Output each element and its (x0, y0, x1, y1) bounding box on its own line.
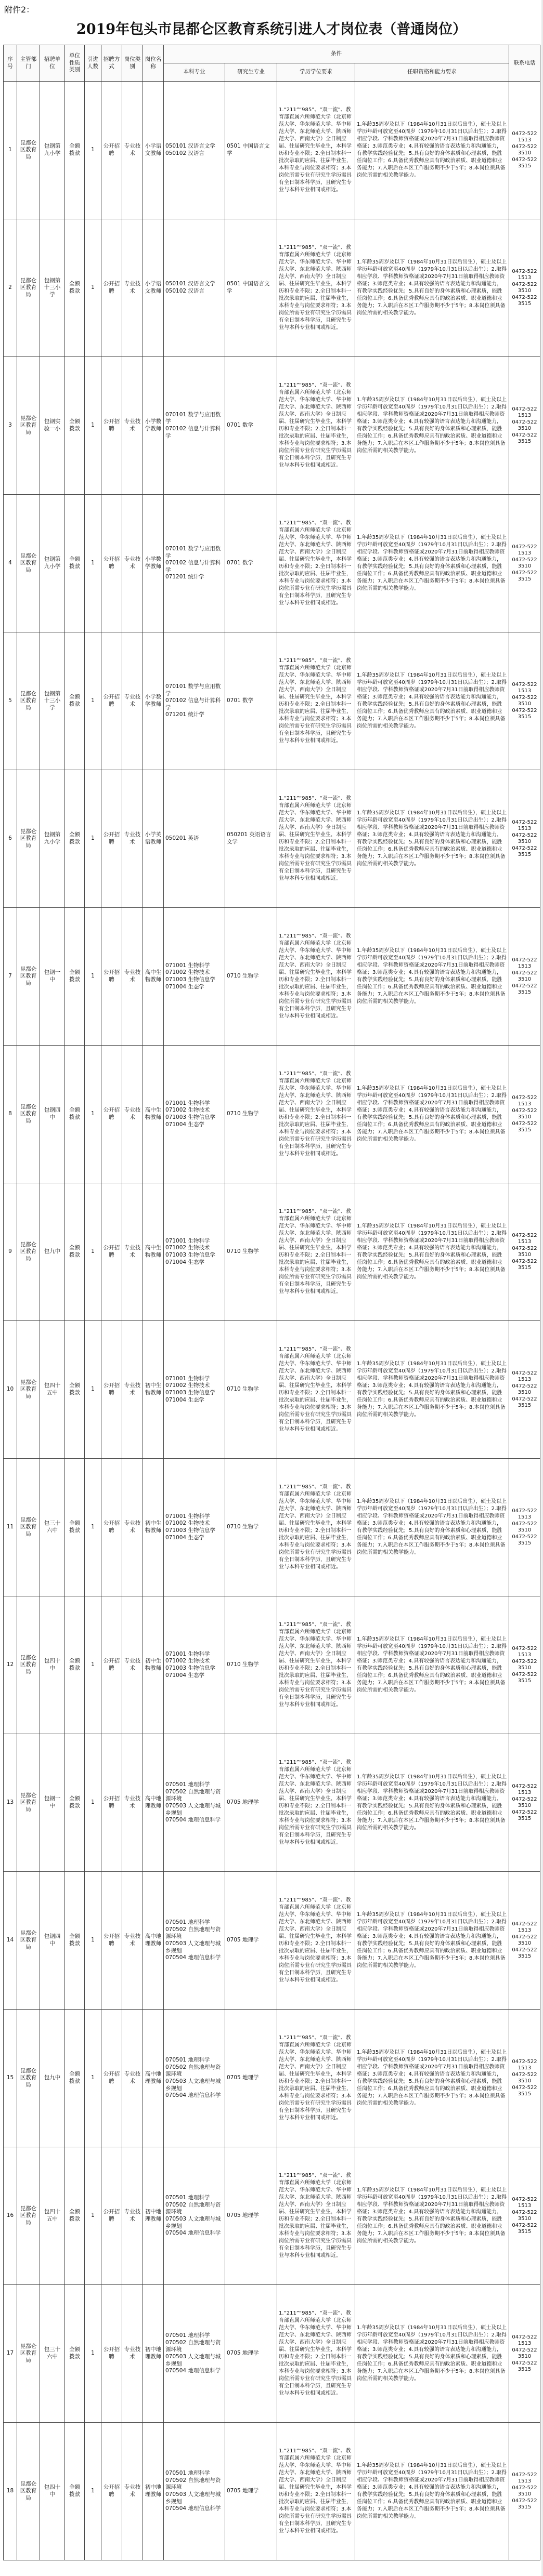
contact-cell: 0472-5221513 0472-5223510 0472-5223515 (509, 1459, 540, 1596)
count-cell: 1 (85, 2285, 101, 2423)
education-cell: 1.“211”“985”、“双一流”、教育部直属六所师范大学（北京师范大学、华东师范大学、华中师范大学、东北师范大学、陕西师范大学、西南大学）全日制应届、往届研究生毕业生，本科学历和专业不限；2.全日制本科一批次录取的应届、往届毕业生，本科专业与岗位要求相符；3.本岗位所需专业有研究生学历需具有全日制本科学历，且研究生专业与本科专业相同或相近。 (277, 1183, 355, 1321)
header-method: 招聘方式 (101, 45, 122, 82)
unit-cell: 包钢第十三小学 (40, 219, 65, 357)
count-cell: 1 (85, 2147, 101, 2285)
dept-cell: 昆都仑区教育局 (17, 1321, 40, 1459)
post-name-cell: 小学英语教师 (143, 770, 164, 908)
seq-cell: 4 (4, 495, 17, 632)
nature-cell: 全额拨款 (65, 495, 85, 632)
seq-cell: 6 (4, 770, 17, 908)
other-cell: 1.年龄35周岁及以下（1984年10月31日以后出生），硕士及以上学历年龄可放宽至40周岁（1979年10月31日以后出生）；2.取得相应学段、学科教师资格证或2020年7月31日前取得相应教师资格证；3.师范类专业；4.具有较强的语言表达能力和沟通能力，有教学实践经验优先；5.具有良好的身体素质和心理素质，能胜任岗位工作；6.具备优秀教师应具有的政治素质、职业道德和业务能力；7.入职后在本区工作服务期不少于5年；8.本岗位须具备岗位所需的相关教学能力。 (355, 2147, 509, 2285)
nature-cell: 全额拨款 (65, 2147, 85, 2285)
other-cell: 1.年龄35周岁及以下（1984年10月31日以后出生），硕士及以上学历年龄可放宽至40周岁（1979年10月31日以后出生）；2.取得相应学段、学科教师资格证或2020年7月31日前取得相应教师资格证；3.师范类专业；4.具有较强的语言表达能力和沟通能力，有教学实践经验优先；5.具有良好的身体素质和心理素质，能胜任岗位工作；6.具备优秀教师应具有的政治素质、职业道德和业务能力；7.入职后在本区工作服务期不少于5年；8.本岗位须具备岗位所需的相关教学能力。 (355, 632, 509, 770)
method-cell: 公开招聘 (101, 2147, 122, 2285)
post-name-cell: 小学数学教师 (143, 632, 164, 770)
post-name-cell: 高中生物教师 (143, 1183, 164, 1321)
contact-cell: 0472-5221513 0472-5223510 0472-5223515 (509, 770, 540, 908)
post-category-cell: 专业技术 (122, 219, 143, 357)
dept-cell: 昆都仑区教育局 (17, 82, 40, 219)
unit-cell: 包钢四中 (40, 1046, 65, 1183)
unit-cell: 包三十六中 (40, 1459, 65, 1596)
nature-cell: 全额拨款 (65, 1183, 85, 1321)
dept-cell: 昆都仑区教育局 (17, 1734, 40, 1872)
contact-cell: 0472-5221513 0472-5223510 0472-5223515 (509, 2010, 540, 2147)
dept-cell: 昆都仑区教育局 (17, 219, 40, 357)
post-category-cell: 专业技术 (122, 1046, 143, 1183)
contact-cell: 0472-5221513 0472-5223510 0472-5223515 (509, 1183, 540, 1321)
attachment-label: 附件2： (4, 5, 35, 15)
other-cell: 1.年龄35周岁及以下（1984年10月31日以后出生），硕士及以上学历年龄可放宽至40周岁（1979年10月31日以后出生）；2.取得相应学段、学科教师资格证或2020年7月31日前取得相应教师资格证；3.师范类专业；4.具有较强的语言表达能力和沟通能力，有教学实践经验优先；5.具有良好的身体素质和心理素质，能胜任岗位工作；6.具备优秀教师应具有的政治素质、职业道德和业务能力；7.入职后在本区工作服务期不少于5年；8.本岗位须具备岗位所需的相关教学能力。 (355, 1872, 509, 2010)
header-unit: 招聘单位 (40, 45, 65, 82)
nature-cell: 全额拨款 (65, 770, 85, 908)
method-cell: 公开招聘 (101, 632, 122, 770)
method-cell: 公开招聘 (101, 1872, 122, 2010)
grad-major-cell: 0705 地理学 (225, 2423, 277, 2560)
post-category-cell: 专业技术 (122, 2423, 143, 2560)
method-cell: 公开招聘 (101, 1183, 122, 1321)
table-row (4, 2423, 540, 2560)
nature-cell: 全额拨款 (65, 1459, 85, 1596)
seq-cell: 3 (4, 357, 17, 495)
table-row (4, 908, 540, 1046)
table-row (4, 1459, 540, 1596)
nature-cell: 全额拨款 (65, 1321, 85, 1459)
other-cell: 1.年龄35周岁及以下（1984年10月31日以后出生），硕士及以上学历年龄可放宽至40周岁（1979年10月31日以后出生）；2.取得相应学段、学科教师资格证或2020年7月31日前取得相应教师资格证；3.师范类专业；4.具有较强的语言表达能力和沟通能力，有教学实践经验优先；5.具有良好的身体素质和心理素质，能胜任岗位工作；6.具备优秀教师应具有的政治素质、职业道德和业务能力；7.入职后在本区工作服务期不少于5年；8.本岗位须具备岗位所需的相关教学能力。 (355, 770, 509, 908)
post-category-cell: 专业技术 (122, 2010, 143, 2147)
major-cell: 050101 汉语言文学 050102 汉语言 (164, 219, 225, 357)
header-contact: 联系电话 (509, 45, 540, 82)
dept-cell: 昆都仑区教育局 (17, 908, 40, 1046)
contact-cell: 0472-5221513 0472-5223510 0472-5223515 (509, 1046, 540, 1183)
contact-cell: 0472-5221513 0472-5223510 0472-5223515 (509, 1734, 540, 1872)
method-cell: 公开招聘 (101, 495, 122, 632)
post-category-cell: 专业技术 (122, 82, 143, 219)
post-category-cell: 专业技术 (122, 1872, 143, 2010)
post-category-cell: 专业技术 (122, 908, 143, 1046)
header-education: 学历学位要求 (277, 63, 355, 82)
grad-major-cell: 0710 生物学 (225, 1183, 277, 1321)
post-category-cell: 专业技术 (122, 1321, 143, 1459)
dept-cell: 昆都仑区教育局 (17, 1183, 40, 1321)
header-post-name: 岗位名称 (143, 45, 164, 82)
seq-cell: 12 (4, 1596, 17, 1734)
post-category-cell: 专业技术 (122, 2147, 143, 2285)
education-cell: 1.“211”“985”、“双一流”、教育部直属六所师范大学（北京师范大学、华东师范大学、华中师范大学、东北师范大学、陕西师范大学、西南大学）全日制应届、往届研究生毕业生，本科学历和专业不限；2.全日制本科一批次录取的应届、往届毕业生，本科专业与岗位要求相符；3.本岗位所需专业有研究生学历需具有全日制本科学历，且研究生专业与本科专业相同或相近。 (277, 219, 355, 357)
unit-cell: 包四十中 (40, 2423, 65, 2560)
dept-cell: 昆都仑区教育局 (17, 1046, 40, 1183)
count-cell: 1 (85, 1596, 101, 1734)
seq-cell: 8 (4, 1046, 17, 1183)
post-category-cell: 专业技术 (122, 357, 143, 495)
unit-cell: 包钢第九小学 (40, 495, 65, 632)
post-name-cell: 初中生物教师 (143, 1321, 164, 1459)
contact-cell: 0472-5221513 0472-5223510 0472-5223515 (509, 2285, 540, 2423)
other-cell: 1.年龄35周岁及以下（1984年10月31日以后出生），硕士及以上学历年龄可放宽至40周岁（1979年10月31日以后出生）；2.取得相应学段、学科教师资格证或2020年7月31日前取得相应教师资格证；3.师范类专业；4.具有较强的语言表达能力和沟通能力，有教学实践经验优先；5.具有良好的身体素质和心理素质，能胜任岗位工作；6.具备优秀教师应具有的政治素质、职业道德和业务能力；7.入职后在本区工作服务期不少于5年；8.本岗位须具备岗位所需的相关教学能力。 (355, 495, 509, 632)
contact-cell: 0472-5221513 0472-5223510 0472-5223515 (509, 82, 540, 219)
seq-cell: 1 (4, 82, 17, 219)
count-cell: 1 (85, 82, 101, 219)
dept-cell: 昆都仑区教育局 (17, 770, 40, 908)
grad-major-cell: 0705 地理学 (225, 2285, 277, 2423)
dept-cell: 昆都仑区教育局 (17, 2147, 40, 2285)
count-cell: 1 (85, 2010, 101, 2147)
seq-cell: 7 (4, 908, 17, 1046)
education-cell: 1.“211”“985”、“双一流”、教育部直属六所师范大学（北京师范大学、华东师范大学、华中师范大学、东北师范大学、陕西师范大学、西南大学）全日制应届、往届研究生毕业生，本科学历和专业不限；2.全日制本科一批次录取的应届、往届毕业生，本科专业与岗位要求相符；3.本岗位所需专业有研究生学历需具有全日制本科学历，且研究生专业与本科专业相同或相近。 (277, 82, 355, 219)
header-other: 任职资格和能力要求 (355, 63, 509, 82)
post-name-cell: 小学数学教师 (143, 495, 164, 632)
table-row (4, 495, 540, 632)
nature-cell: 全额拨款 (65, 2423, 85, 2560)
post-name-cell: 小学语文教师 (143, 219, 164, 357)
major-cell: 070501 地理科学 070502 自然地理与资源环境 070503 人文地理与城乡规划 070504 地理信息科学 (164, 2147, 225, 2285)
education-cell: 1.“211”“985”、“双一流”、教育部直属六所师范大学（北京师范大学、华东师范大学、华中师范大学、东北师范大学、陕西师范大学、西南大学）全日制应届、往届研究生毕业生，本科学历和专业不限；2.全日制本科一批次录取的应届、往届毕业生，本科专业与岗位要求相符；3.本岗位所需专业有研究生学历需具有全日制本科学历，且研究生专业与本科专业相同或相近。 (277, 770, 355, 908)
method-cell: 公开招聘 (101, 1459, 122, 1596)
major-cell: 071001 生物科学 071002 生物技术 071003 生物信息学 071004 生态学 (164, 1183, 225, 1321)
grad-major-cell: 0710 生物学 (225, 1046, 277, 1183)
grad-major-cell: 0705 地理学 (225, 2147, 277, 2285)
nature-cell: 全额拨款 (65, 908, 85, 1046)
seq-cell: 11 (4, 1459, 17, 1596)
positions-table (3, 45, 540, 2560)
seq-cell: 5 (4, 632, 17, 770)
header-dept: 主管部门 (17, 45, 40, 82)
post-name-cell: 小学语文教师 (143, 82, 164, 219)
table-row (4, 632, 540, 770)
unit-cell: 包钢第九小学 (40, 770, 65, 908)
other-cell: 1.年龄35周岁及以下（1984年10月31日以后出生），硕士及以上学历年龄可放宽至40周岁（1979年10月31日以后出生）；2.取得相应学段、学科教师资格证或2020年7月31日前取得相应教师资格证；3.师范类专业；4.具有较强的语言表达能力和沟通能力，有教学实践经验优先；5.具有良好的身体素质和心理素质，能胜任岗位工作；6.具备优秀教师应具有的政治素质、职业道德和业务能力；7.入职后在本区工作服务期不少于5年；8.本岗位须具备岗位所需的相关教学能力。 (355, 1459, 509, 1596)
major-cell: 070501 地理科学 070502 自然地理与资源环境 070503 人文地理与城乡规划 070504 地理信息科学 (164, 1734, 225, 1872)
education-cell: 1.“211”“985”、“双一流”、教育部直属六所师范大学（北京师范大学、华东师范大学、华中师范大学、东北师范大学、陕西师范大学、西南大学）全日制应届、往届研究生毕业生，本科学历和专业不限；2.全日制本科一批次录取的应届、往届毕业生，本科专业与岗位要求相符；3.本岗位所需专业有研究生学历需具有全日制本科学历，且研究生专业与本科专业相同或相近。 (277, 2285, 355, 2423)
nature-cell: 全额拨款 (65, 1596, 85, 1734)
nature-cell: 全额拨款 (65, 1872, 85, 2010)
method-cell: 公开招聘 (101, 2423, 122, 2560)
method-cell: 公开招聘 (101, 357, 122, 495)
count-cell: 1 (85, 219, 101, 357)
method-cell: 公开招聘 (101, 2010, 122, 2147)
dept-cell: 昆都仑区教育局 (17, 357, 40, 495)
education-cell: 1.“211”“985”、“双一流”、教育部直属六所师范大学（北京师范大学、华东师范大学、华中师范大学、东北师范大学、陕西师范大学、西南大学）全日制应届、往届研究生毕业生，本科学历和专业不限；2.全日制本科一批次录取的应届、往届毕业生，本科专业与岗位要求相符；3.本岗位所需专业有研究生学历需具有全日制本科学历，且研究生专业与本科专业相同或相近。 (277, 1596, 355, 1734)
table-row (4, 357, 540, 495)
dept-cell: 昆都仑区教育局 (17, 2423, 40, 2560)
header-post-category: 岗位类别 (122, 45, 143, 82)
unit-cell: 包钢一中 (40, 908, 65, 1046)
contact-cell: 0472-5221513 0472-5223510 0472-5223515 (509, 632, 540, 770)
education-cell: 1.“211”“985”、“双一流”、教育部直属六所师范大学（北京师范大学、华东师范大学、华中师范大学、东北师范大学、陕西师范大学、西南大学）全日制应届、往届研究生毕业生，本科学历和专业不限；2.全日制本科一批次录取的应届、往届毕业生，本科专业与岗位要求相符；3.本岗位所需专业有研究生学历需具有全日制本科学历，且研究生专业与本科专业相同或相近。 (277, 2147, 355, 2285)
method-cell: 公开招聘 (101, 1734, 122, 1872)
dept-cell: 昆都仑区教育局 (17, 1459, 40, 1596)
grad-major-cell: 0501 中国语言文学 (225, 219, 277, 357)
post-name-cell: 高中生物教师 (143, 908, 164, 1046)
seq-cell: 15 (4, 2010, 17, 2147)
header-grad-major: 研究生专业 (225, 63, 277, 82)
method-cell: 公开招聘 (101, 1596, 122, 1734)
education-cell: 1.“211”“985”、“双一流”、教育部直属六所师范大学（北京师范大学、华东师范大学、华中师范大学、东北师范大学、陕西师范大学、西南大学）全日制应届、往届研究生毕业生，本科学历和专业不限；2.全日制本科一批次录取的应届、往届毕业生，本科专业与岗位要求相符；3.本岗位所需专业有研究生学历需具有全日制本科学历，且研究生专业与本科专业相同或相近。 (277, 1734, 355, 1872)
post-category-cell: 专业技术 (122, 632, 143, 770)
post-name-cell: 高中地理教师 (143, 1734, 164, 1872)
post-name-cell: 小学数学教师 (143, 357, 164, 495)
other-cell: 1.年龄35周岁及以下（1984年10月31日以后出生），硕士及以上学历年龄可放宽至40周岁（1979年10月31日以后出生）；2.取得相应学段、学科教师资格证或2020年7月31日前取得相应教师资格证；3.师范类专业；4.具有较强的语言表达能力和沟通能力，有教学实践经验优先；5.具有良好的身体素质和心理素质，能胜任岗位工作；6.具备优秀教师应具有的政治素质、职业道德和业务能力；7.入职后在本区工作服务期不少于5年；8.本岗位须具备岗位所需的相关教学能力。 (355, 2423, 509, 2560)
table-row (4, 1046, 540, 1183)
post-category-cell: 专业技术 (122, 1459, 143, 1596)
count-cell: 1 (85, 357, 101, 495)
seq-cell: 14 (4, 1872, 17, 2010)
nature-cell: 全额拨款 (65, 1046, 85, 1183)
table-row (4, 82, 540, 219)
major-cell: 071001 生物科学 071002 生物技术 071003 生物信息学 071004 生态学 (164, 1321, 225, 1459)
dept-cell: 昆都仑区教育局 (17, 632, 40, 770)
post-name-cell: 初中生物教师 (143, 1596, 164, 1734)
other-cell: 1.年龄35周岁及以下（1984年10月31日以后出生），硕士及以上学历年龄可放宽至40周岁（1979年10月31日以后出生）；2.取得相应学段、学科教师资格证或2020年7月31日前取得相应教师资格证；3.师范类专业；4.具有较强的语言表达能力和沟通能力，有教学实践经验优先；5.具有良好的身体素质和心理素质，能胜任岗位工作；6.具备优秀教师应具有的政治素质、职业道德和业务能力；7.入职后在本区工作服务期不少于5年；8.本岗位须具备岗位所需的相关教学能力。 (355, 1046, 509, 1183)
post-category-cell: 专业技术 (122, 1183, 143, 1321)
education-cell: 1.“211”“985”、“双一流”、教育部直属六所师范大学（北京师范大学、华东师范大学、华中师范大学、东北师范大学、陕西师范大学、西南大学）全日制应届、往届研究生毕业生，本科学历和专业不限；2.全日制本科一批次录取的应届、往届毕业生，本科专业与岗位要求相符；3.本岗位所需专业有研究生学历需具有全日制本科学历，且研究生专业与本科专业相同或相近。 (277, 495, 355, 632)
nature-cell: 全额拨款 (65, 82, 85, 219)
contact-cell: 0472-5221513 0472-5223510 0472-5223515 (509, 908, 540, 1046)
method-cell: 公开招聘 (101, 2285, 122, 2423)
unit-cell: 包三十六中 (40, 2285, 65, 2423)
nature-cell: 全额拨款 (65, 632, 85, 770)
seq-cell: 9 (4, 1183, 17, 1321)
table-row (4, 1321, 540, 1459)
method-cell: 公开招聘 (101, 1321, 122, 1459)
grad-major-cell: 0710 生物学 (225, 1321, 277, 1459)
seq-cell: 18 (4, 2423, 17, 2560)
major-cell: 071001 生物科学 071002 生物技术 071003 生物信息学 071004 生态学 (164, 1596, 225, 1734)
post-name-cell: 高中地理教师 (143, 1872, 164, 2010)
grad-major-cell: 0701 数学 (225, 495, 277, 632)
post-category-cell: 专业技术 (122, 495, 143, 632)
method-cell: 公开招聘 (101, 219, 122, 357)
seq-cell: 17 (4, 2285, 17, 2423)
table-row (4, 2147, 540, 2285)
other-cell: 1.年龄35周岁及以下（1984年10月31日以后出生），硕士及以上学历年龄可放宽至40周岁（1979年10月31日以后出生）；2.取得相应学段、学科教师资格证或2020年7月31日前取得相应教师资格证；3.师范类专业；4.具有较强的语言表达能力和沟通能力，有教学实践经验优先；5.具有良好的身体素质和心理素质，能胜任岗位工作；6.具备优秀教师应具有的政治素质、职业道德和业务能力；7.入职后在本区工作服务期不少于5年；8.本岗位须具备岗位所需的相关教学能力。 (355, 357, 509, 495)
unit-cell: 包钢一中 (40, 1734, 65, 1872)
education-cell: 1.“211”“985”、“双一流”、教育部直属六所师范大学（北京师范大学、华东师范大学、华中师范大学、东北师范大学、陕西师范大学、西南大学）全日制应届、往届研究生毕业生，本科学历和专业不限；2.全日制本科一批次录取的应届、往届毕业生，本科专业与岗位要求相符；3.本岗位所需专业有研究生学历需具有全日制本科学历，且研究生专业与本科专业相同或相近。 (277, 2010, 355, 2147)
table-row (4, 2010, 540, 2147)
other-cell: 1.年龄35周岁及以下（1984年10月31日以后出生），硕士及以上学历年龄可放宽至40周岁（1979年10月31日以后出生）；2.取得相应学段、学科教师资格证或2020年7月31日前取得相应教师资格证；3.师范类专业；4.具有较强的语言表达能力和沟通能力，有教学实践经验优先；5.具有良好的身体素质和心理素质，能胜任岗位工作；6.具备优秀教师应具有的政治素质、职业道德和业务能力；7.入职后在本区工作服务期不少于5年；8.本岗位须具备岗位所需的相关教学能力。 (355, 1596, 509, 1734)
contact-cell: 0472-5221513 0472-5223510 0472-5223515 (509, 357, 540, 495)
method-cell: 公开招聘 (101, 908, 122, 1046)
count-cell: 1 (85, 770, 101, 908)
nature-cell: 全额拨款 (65, 219, 85, 357)
grad-major-cell: 0701 数学 (225, 632, 277, 770)
post-name-cell: 初中生物教师 (143, 1459, 164, 1596)
other-cell: 1.年龄35周岁及以下（1984年10月31日以后出生），硕士及以上学历年龄可放宽至40周岁（1979年10月31日以后出生）；2.取得相应学段、学科教师资格证或2020年7月31日前取得相应教师资格证；3.师范类专业；4.具有较强的语言表达能力和沟通能力，有教学实践经验优先；5.具有良好的身体素质和心理素质，能胜任岗位工作；6.具备优秀教师应具有的政治素质、职业道德和业务能力；7.入职后在本区工作服务期不少于5年；8.本岗位须具备岗位所需的相关教学能力。 (355, 2285, 509, 2423)
dept-cell: 昆都仑区教育局 (17, 495, 40, 632)
major-cell: 070501 地理科学 070502 自然地理与资源环境 070503 人文地理与城乡规划 070504 地理信息科学 (164, 2285, 225, 2423)
grad-major-cell: 0705 地理学 (225, 2010, 277, 2147)
major-cell: 070501 地理科学 070502 自然地理与资源环境 070503 人文地理与城乡规划 070504 地理信息科学 (164, 2010, 225, 2147)
method-cell: 公开招聘 (101, 770, 122, 908)
count-cell: 1 (85, 1321, 101, 1459)
grad-major-cell: 050201 英语语言文学 (225, 770, 277, 908)
contact-cell: 0472-5221513 0472-5223510 0472-5223515 (509, 495, 540, 632)
unit-cell: 包钢第九小学 (40, 82, 65, 219)
major-cell: 070101 数学与应用数学 070102 信息与计算科学 071201 统计学 (164, 495, 225, 632)
count-cell: 1 (85, 1459, 101, 1596)
other-cell: 1.年龄35周岁及以下（1984年10月31日以后出生），硕士及以上学历年龄可放宽至40周岁（1979年10月31日以后出生）；2.取得相应学段、学科教师资格证或2020年7月31日前取得相应教师资格证；3.师范类专业；4.具有较强的语言表达能力和沟通能力，有教学实践经验优先；5.具有良好的身体素质和心理素质，能胜任岗位工作；6.具备优秀教师应具有的政治素质、职业道德和业务能力；7.入职后在本区工作服务期不少于5年；8.本岗位须具备岗位所需的相关教学能力。 (355, 219, 509, 357)
other-cell: 1.年龄35周岁及以下（1984年10月31日以后出生），硕士及以上学历年龄可放宽至40周岁（1979年10月31日以后出生）；2.取得相应学段、学科教师资格证或2020年7月31日前取得相应教师资格证；3.师范类专业；4.具有较强的语言表达能力和沟通能力，有教学实践经验优先；5.具有良好的身体素质和心理素质，能胜任岗位工作；6.具备优秀教师应具有的政治素质、职业道德和业务能力；7.入职后在本区工作服务期不少于5年；8.本岗位须具备岗位所需的相关教学能力。 (355, 1734, 509, 1872)
count-cell: 1 (85, 1046, 101, 1183)
grad-major-cell: 0501 中国语言文学 (225, 82, 277, 219)
major-cell: 071001 生物科学 071002 生物技术 071003 生物信息学 071004 生态学 (164, 908, 225, 1046)
post-name-cell: 高中地理教师 (143, 2010, 164, 2147)
unit-cell: 包九中 (40, 2010, 65, 2147)
count-cell: 1 (85, 1734, 101, 1872)
nature-cell: 全额拨款 (65, 357, 85, 495)
dept-cell: 昆都仑区教育局 (17, 1596, 40, 1734)
nature-cell: 全额拨款 (65, 2010, 85, 2147)
table-row (4, 1872, 540, 2010)
education-cell: 1.“211”“985”、“双一流”、教育部直属六所师范大学（北京师范大学、华东师范大学、华中师范大学、东北师范大学、陕西师范大学、西南大学）全日制应届、往届研究生毕业生，本科学历和专业不限；2.全日制本科一批次录取的应届、往届毕业生，本科专业与岗位要求相符；3.本岗位所需专业有研究生学历需具有全日制本科学历，且研究生专业与本科专业相同或相近。 (277, 2423, 355, 2560)
dept-cell: 昆都仑区教育局 (17, 2010, 40, 2147)
grad-major-cell: 0710 生物学 (225, 1459, 277, 1596)
table-row (4, 219, 540, 357)
header-nature: 单位性质类别 (65, 45, 85, 82)
contact-cell: 0472-5221513 0472-5223510 0472-5223515 (509, 1321, 540, 1459)
post-name-cell: 高中生物教师 (143, 1046, 164, 1183)
other-cell: 1.年龄35周岁及以下（1984年10月31日以后出生），硕士及以上学历年龄可放宽至40周岁（1979年10月31日以后出生）；2.取得相应学段、学科教师资格证或2020年7月31日前取得相应教师资格证；3.师范类专业；4.具有较强的语言表达能力和沟通能力，有教学实践经验优先；5.具有良好的身体素质和心理素质，能胜任岗位工作；6.具备优秀教师应具有的政治素质、职业道德和业务能力；7.入职后在本区工作服务期不少于5年；8.本岗位须具备岗位所需的相关教学能力。 (355, 82, 509, 219)
post-category-cell: 专业技术 (122, 770, 143, 908)
education-cell: 1.“211”“985”、“双一流”、教育部直属六所师范大学（北京师范大学、华东师范大学、华中师范大学、东北师范大学、陕西师范大学、西南大学）全日制应届、往届研究生毕业生，本科学历和专业不限；2.全日制本科一批次录取的应届、往届毕业生，本科专业与岗位要求相符；3.本岗位所需专业有研究生学历需具有全日制本科学历，且研究生专业与本科专业相同或相近。 (277, 632, 355, 770)
post-name-cell: 初中地理教师 (143, 2423, 164, 2560)
count-cell: 1 (85, 1183, 101, 1321)
nature-cell: 全额拨款 (65, 1734, 85, 1872)
major-cell: 070101 数学与应用数学 070102 信息与计算科学 071201 统计学 (164, 632, 225, 770)
other-cell: 1.年龄35周岁及以下（1984年10月31日以后出生），硕士及以上学历年龄可放宽至40周岁（1979年10月31日以后出生）；2.取得相应学段、学科教师资格证或2020年7月31日前取得相应教师资格证；3.师范类专业；4.具有较强的语言表达能力和沟通能力，有教学实践经验优先；5.具有良好的身体素质和心理素质，能胜任岗位工作；6.具备优秀教师应具有的政治素质、职业道德和业务能力；7.入职后在本区工作服务期不少于5年；8.本岗位须具备岗位所需的相关教学能力。 (355, 2010, 509, 2147)
contact-cell: 0472-5221513 0472-5223510 0472-5223515 (509, 1596, 540, 1734)
header-count: 引进人数 (85, 45, 101, 82)
unit-cell: 包四十五中 (40, 1321, 65, 1459)
unit-cell: 包九中 (40, 1183, 65, 1321)
method-cell: 公开招聘 (101, 1046, 122, 1183)
count-cell: 1 (85, 1872, 101, 2010)
other-cell: 1.年龄35周岁及以下（1984年10月31日以后出生），硕士及以上学历年龄可放宽至40周岁（1979年10月31日以后出生）；2.取得相应学段、学科教师资格证或2020年7月31日前取得相应教师资格证；3.师范类专业；4.具有较强的语言表达能力和沟通能力，有教学实践经验优先；5.具有良好的身体素质和心理素质，能胜任岗位工作；6.具备优秀教师应具有的政治素质、职业道德和业务能力；7.入职后在本区工作服务期不少于5年；8.本岗位须具备岗位所需的相关教学能力。 (355, 1321, 509, 1459)
table-row (4, 1183, 540, 1321)
other-cell: 1.年龄35周岁及以下（1984年10月31日以后出生），硕士及以上学历年龄可放宽至40周岁（1979年10月31日以后出生）；2.取得相应学段、学科教师资格证或2020年7月31日前取得相应教师资格证；3.师范类专业；4.具有较强的语言表达能力和沟通能力，有教学实践经验优先；5.具有良好的身体素质和心理素质，能胜任岗位工作；6.具备优秀教师应具有的政治素质、职业道德和业务能力；7.入职后在本区工作服务期不少于5年；8.本岗位须具备岗位所需的相关教学能力。 (355, 1183, 509, 1321)
major-cell: 050101 汉语言文学 050102 汉语言 (164, 82, 225, 219)
table-row (4, 770, 540, 908)
seq-cell: 16 (4, 2147, 17, 2285)
education-cell: 1.“211”“985”、“双一流”、教育部直属六所师范大学（北京师范大学、华东师范大学、华中师范大学、东北师范大学、陕西师范大学、西南大学）全日制应届、往届研究生毕业生，本科学历和专业不限；2.全日制本科一批次录取的应届、往届毕业生，本科专业与岗位要求相符；3.本岗位所需专业有研究生学历需具有全日制本科学历，且研究生专业与本科专业相同或相近。 (277, 1321, 355, 1459)
dept-cell: 昆都仑区教育局 (17, 1872, 40, 2010)
count-cell: 1 (85, 908, 101, 1046)
education-cell: 1.“211”“985”、“双一流”、教育部直属六所师范大学（北京师范大学、华东师范大学、华中师范大学、东北师范大学、陕西师范大学、西南大学）全日制应届、往届研究生毕业生，本科学历和专业不限；2.全日制本科一批次录取的应届、往届毕业生，本科专业与岗位要求相符；3.本岗位所需专业有研究生学历需具有全日制本科学历，且研究生专业与本科专业相同或相近。 (277, 1459, 355, 1596)
header-major: 本科专业 (164, 63, 225, 82)
post-name-cell: 初中地理教师 (143, 2147, 164, 2285)
seq-cell: 10 (4, 1321, 17, 1459)
grad-major-cell: 0705 地理学 (225, 1734, 277, 1872)
unit-cell: 包四十中 (40, 1596, 65, 1734)
seq-cell: 2 (4, 219, 17, 357)
table-row (4, 2285, 540, 2423)
post-category-cell: 专业技术 (122, 1734, 143, 1872)
unit-cell: 包四十五中 (40, 2147, 65, 2285)
major-cell: 070101 数学与应用数学 070102 信息与计算科学 (164, 357, 225, 495)
major-cell: 071001 生物科学 071002 生物技术 071003 生物信息学 071004 生态学 (164, 1459, 225, 1596)
table-row (4, 1734, 540, 1872)
unit-cell: 包钢实验一小 (40, 357, 65, 495)
dept-cell: 昆都仑区教育局 (17, 2285, 40, 2423)
other-cell: 1.年龄35周岁及以下（1984年10月31日以后出生），硕士及以上学历年龄可放宽至40周岁（1979年10月31日以后出生）；2.取得相应学段、学科教师资格证或2020年7月31日前取得相应教师资格证；3.师范类专业；4.具有较强的语言表达能力和沟通能力，有教学实践经验优先；5.具有良好的身体素质和心理素质，能胜任岗位工作；6.具备优秀教师应具有的政治素质、职业道德和业务能力；7.入职后在本区工作服务期不少于5年；8.本岗位须具备岗位所需的相关教学能力。 (355, 908, 509, 1046)
header-conditions: 条件 (164, 45, 509, 63)
post-category-cell: 专业技术 (122, 2285, 143, 2423)
major-cell: 070501 地理科学 070502 自然地理与资源环境 070503 人文地理与城乡规划 070504 地理信息科学 (164, 1872, 225, 2010)
method-cell: 公开招聘 (101, 82, 122, 219)
education-cell: 1.“211”“985”、“双一流”、教育部直属六所师范大学（北京师范大学、华东师范大学、华中师范大学、东北师范大学、陕西师范大学、西南大学）全日制应届、往届研究生毕业生，本科学历和专业不限；2.全日制本科一批次录取的应届、往届毕业生，本科专业与岗位要求相符；3.本岗位所需专业有研究生学历需具有全日制本科学历，且研究生专业与本科专业相同或相近。 (277, 908, 355, 1046)
nature-cell: 全额拨款 (65, 2285, 85, 2423)
contact-cell: 0472-5221513 0472-5223510 0472-5223515 (509, 2423, 540, 2560)
contact-cell: 0472-5221513 0472-5223510 0472-5223515 (509, 1872, 540, 2010)
major-cell: 050201 英语 (164, 770, 225, 908)
post-category-cell: 专业技术 (122, 1596, 143, 1734)
grad-major-cell: 0710 生物学 (225, 908, 277, 1046)
page-title: 2019年包头市昆都仑区教育系统引进人才岗位表（普通岗位） (76, 21, 467, 37)
unit-cell: 包钢第十三小学 (40, 632, 65, 770)
contact-cell: 0472-5221513 0472-5223510 0472-5223515 (509, 219, 540, 357)
contact-cell: 0472-5221513 0472-5223510 0472-5223515 (509, 2147, 540, 2285)
count-cell: 1 (85, 632, 101, 770)
grad-major-cell: 0705 地理学 (225, 1872, 277, 2010)
count-cell: 1 (85, 495, 101, 632)
major-cell: 070501 地理科学 070502 自然地理与资源环境 070503 人文地理与城乡规划 070504 地理信息科学 (164, 2423, 225, 2560)
header-seq: 序号 (4, 45, 17, 82)
seq-cell: 13 (4, 1734, 17, 1872)
education-cell: 1.“211”“985”、“双一流”、教育部直属六所师范大学（北京师范大学、华东师范大学、华中师范大学、东北师范大学、陕西师范大学、西南大学）全日制应届、往届研究生毕业生，本科学历和专业不限；2.全日制本科一批次录取的应届、往届毕业生，本科专业与岗位要求相符；3.本岗位所需专业有研究生学历需具有全日制本科学历，且研究生专业与本科专业相同或相近。 (277, 1872, 355, 2010)
major-cell: 071001 生物科学 071002 生物技术 071003 生物信息学 071004 生态学 (164, 1046, 225, 1183)
count-cell: 1 (85, 2423, 101, 2560)
education-cell: 1.“211”“985”、“双一流”、教育部直属六所师范大学（北京师范大学、华东师范大学、华中师范大学、东北师范大学、陕西师范大学、西南大学）全日制应届、往届研究生毕业生，本科学历和专业不限；2.全日制本科一批次录取的应届、往届毕业生，本科专业与岗位要求相符；3.本岗位所需专业有研究生学历需具有全日制本科学历，且研究生专业与本科专业相同或相近。 (277, 357, 355, 495)
grad-major-cell: 0701 数学 (225, 357, 277, 495)
table-row (4, 1596, 540, 1734)
post-name-cell: 初中地理教师 (143, 2285, 164, 2423)
education-cell: 1.“211”“985”、“双一流”、教育部直属六所师范大学（北京师范大学、华东师范大学、华中师范大学、东北师范大学、陕西师范大学、西南大学）全日制应届、往届研究生毕业生，本科学历和专业不限；2.全日制本科一批次录取的应届、往届毕业生，本科专业与岗位要求相符；3.本岗位所需专业有研究生学历需具有全日制本科学历，且研究生专业与本科专业相同或相近。 (277, 1046, 355, 1183)
grad-major-cell: 0710 生物学 (225, 1596, 277, 1734)
unit-cell: 包钢四中 (40, 1872, 65, 2010)
